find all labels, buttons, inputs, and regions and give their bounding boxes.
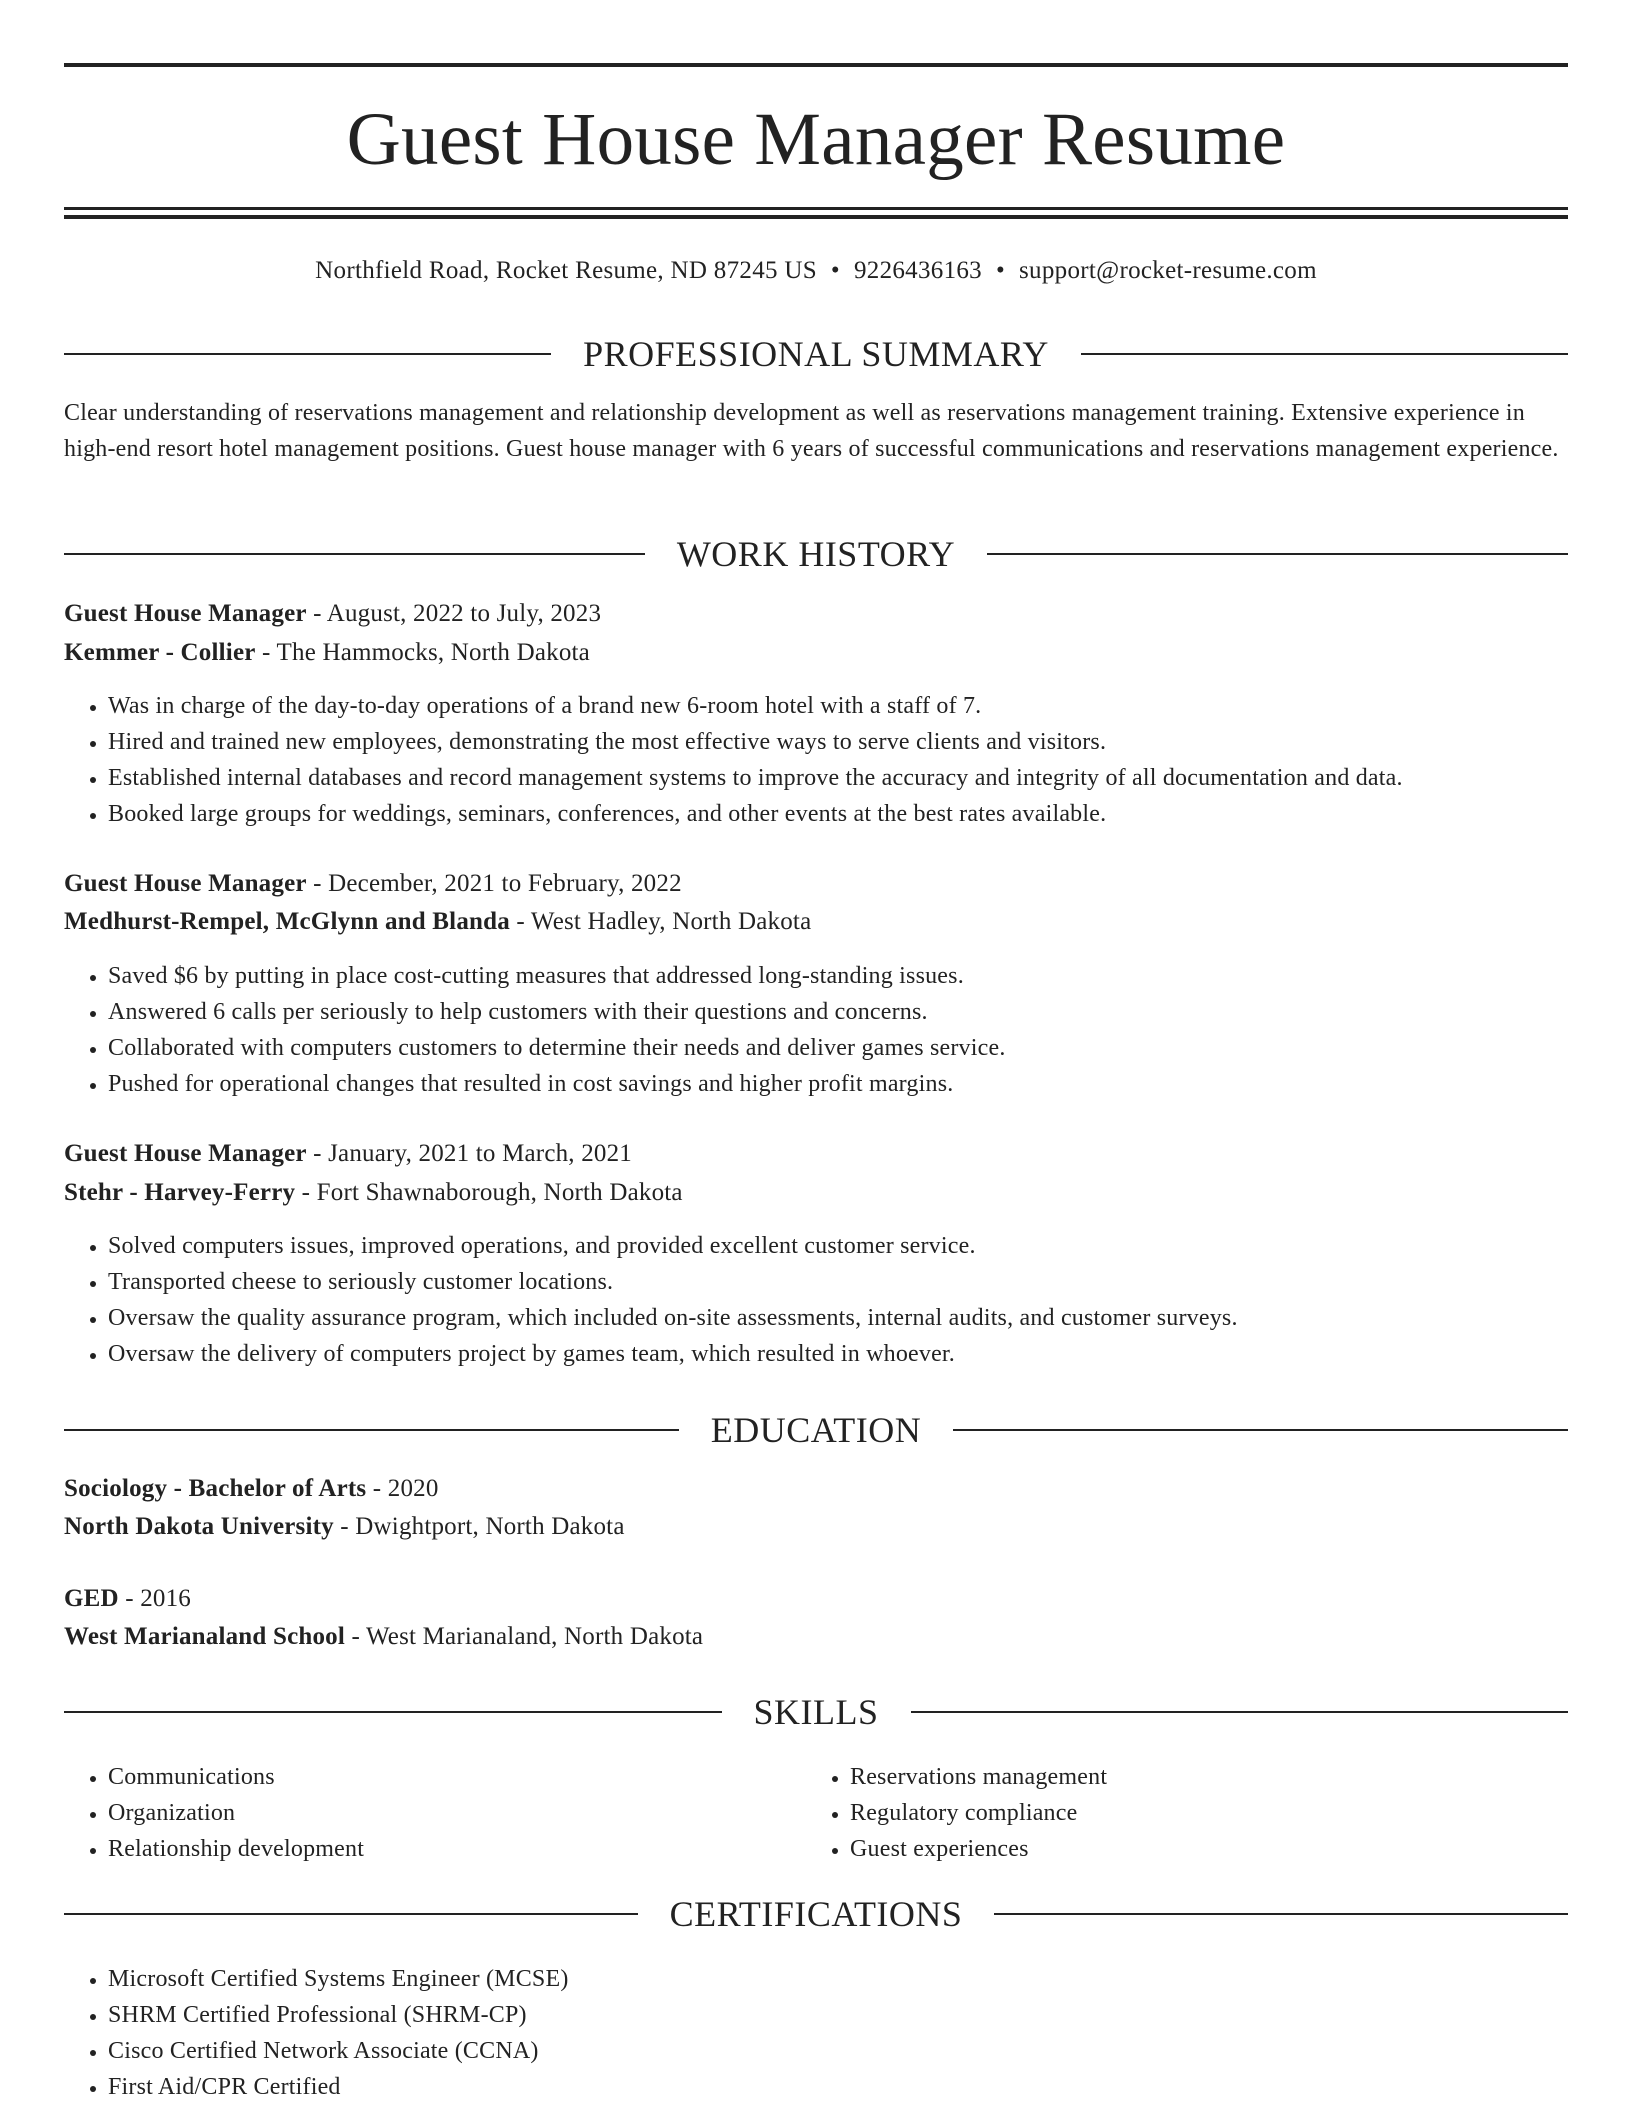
- contact-address: Northfield Road, Rocket Resume, ND 87245 US: [315, 257, 817, 284]
- list-item: • Hired and trained new employees, demonstrating the most effective ways to serve clients and visitors.: [108, 724, 1403, 760]
- list-item: • Solved computers issues, improved operations, and provided excellent customer service.: [108, 1228, 1238, 1264]
- section-title: PROFESSIONAL SUMMARY: [583, 334, 1049, 374]
- list-item: • Booked large groups for weddings, seminars, conferences, and other events at the best rates available.: [108, 796, 1403, 832]
- list-item: • Pushed for operational changes that resulted in cost savings and higher profit margins.: [108, 1066, 1006, 1102]
- skill-item: • Communications: [108, 1759, 364, 1795]
- job-company: Medhurst-Rempel, McGlynn and Blanda: [64, 908, 510, 935]
- section-title: WORK HISTORY: [676, 534, 956, 574]
- education-year: - 2016: [118, 1585, 192, 1612]
- job-location: - West Hadley, North Dakota: [509, 908, 812, 935]
- job-title-line: [64, 866, 1568, 902]
- skill-item: • Relationship development: [108, 1831, 364, 1867]
- job-company-line: [64, 635, 1568, 671]
- education-degree-line: [64, 1581, 1568, 1617]
- education-location: - West Marianaland, North Dakota: [345, 1623, 704, 1650]
- education-degree: Sociology - Bachelor of Arts: [64, 1475, 367, 1502]
- section-heading-certifications: [64, 1892, 1568, 1936]
- contact-separator: •: [995, 257, 1006, 284]
- job-bullets: [64, 1228, 1238, 1372]
- job-location: - Fort Shawnaborough, North Dakota: [295, 1179, 683, 1206]
- title-double-rule: [64, 207, 1568, 219]
- skill-item: • Organization: [108, 1795, 364, 1831]
- education-school-line: [64, 1509, 1568, 1545]
- section-title: SKILLS: [753, 1692, 879, 1732]
- contact-phone: 9226436163: [853, 257, 982, 284]
- skills-list-left: [64, 1759, 364, 1867]
- education-school-line: [64, 1619, 1568, 1655]
- section-title: CERTIFICATIONS: [669, 1894, 963, 1934]
- contact-line: [64, 254, 1568, 288]
- skill-item: • Regulatory compliance: [850, 1795, 1107, 1831]
- certification-item: • First Aid/CPR Certified: [108, 2069, 569, 2105]
- contact-email[interactable]: support@rocket-resume.com: [1019, 257, 1317, 284]
- list-item: • Collaborated with computers customers to determine their needs and deliver games service.: [108, 1030, 1006, 1066]
- job-dates: - December, 2021 to February, 2022: [306, 870, 682, 897]
- education-location: - Dwightport, North Dakota: [333, 1513, 625, 1540]
- section-title: EDUCATION: [710, 1410, 922, 1450]
- education-degree: GED: [64, 1585, 119, 1612]
- education-degree-line: [64, 1471, 1568, 1507]
- job-title-line: [64, 596, 1568, 632]
- summary-paragraph: Clear understanding of reservations management and relationship development as well as reservations management training. Extensive experience in high-end resort hotel management positions. Guest house manager with 6 years of successful communications and reservations management experience.: [64, 400, 1559, 462]
- education-year: - 2020: [366, 1475, 439, 1502]
- job-bullets: [64, 688, 1403, 832]
- section-heading-education: [64, 1408, 1568, 1452]
- list-item: • Established internal databases and record management systems to improve the accuracy and integrity of all documentation and data.: [108, 760, 1403, 796]
- job-title: Guest House Manager: [64, 1140, 307, 1167]
- job-company-line: [64, 1175, 1568, 1211]
- job-title-line: [64, 1136, 1568, 1172]
- skill-item: • Guest experiences: [850, 1831, 1107, 1867]
- job-company-line: [64, 904, 1568, 940]
- list-item: • Answered 6 calls per seriously to help customers with their questions and concerns.: [108, 994, 1006, 1030]
- section-heading-summary: [64, 332, 1568, 376]
- education-school: West Marianaland School: [64, 1623, 346, 1650]
- job-company: Kemmer - Collier: [64, 639, 256, 666]
- education-school: North Dakota University: [64, 1513, 334, 1540]
- job-dates: - January, 2021 to March, 2021: [306, 1140, 633, 1167]
- section-heading-skills: [64, 1690, 1568, 1734]
- list-item: • Saved $6 by putting in place cost-cutting measures that addressed long-standing issues.: [108, 958, 1006, 994]
- page-title: Guest House Manager Resume: [346, 98, 1286, 181]
- list-item: • Was in charge of the day-to-day operations of a brand new 6-room hotel with a staff of 7.: [108, 688, 1403, 724]
- list-item: • Transported cheese to seriously customer locations.: [108, 1264, 1238, 1300]
- job-location: - The Hammocks, North Dakota: [255, 639, 590, 666]
- list-item: • Oversaw the quality assurance program, which included on-site assessments, internal audits, and customer surveys.: [108, 1300, 1238, 1336]
- job-company: Stehr - Harvey-Ferry: [64, 1179, 296, 1206]
- skill-item: • Reservations management: [850, 1759, 1107, 1795]
- job-title: Guest House Manager: [64, 600, 307, 627]
- certification-item: • Cisco Certified Network Associate (CCNA): [108, 2033, 569, 2069]
- job-dates: - August, 2022 to July, 2023: [306, 600, 602, 627]
- section-heading-work-history: [64, 532, 1568, 576]
- list-item: • Oversaw the delivery of computers project by games team, which resulted in whoever.: [108, 1336, 1238, 1372]
- certifications-list: [64, 1961, 569, 2105]
- certification-item: • SHRM Certified Professional (SHRM-CP): [108, 1997, 569, 2033]
- skills-list-right: [806, 1759, 1107, 1867]
- job-title: Guest House Manager: [64, 870, 307, 897]
- job-bullets: [64, 958, 1006, 1102]
- contact-separator: •: [830, 257, 840, 284]
- top-rule: [64, 63, 1568, 67]
- certification-item: • Microsoft Certified Systems Engineer (MCSE): [108, 1961, 569, 1997]
